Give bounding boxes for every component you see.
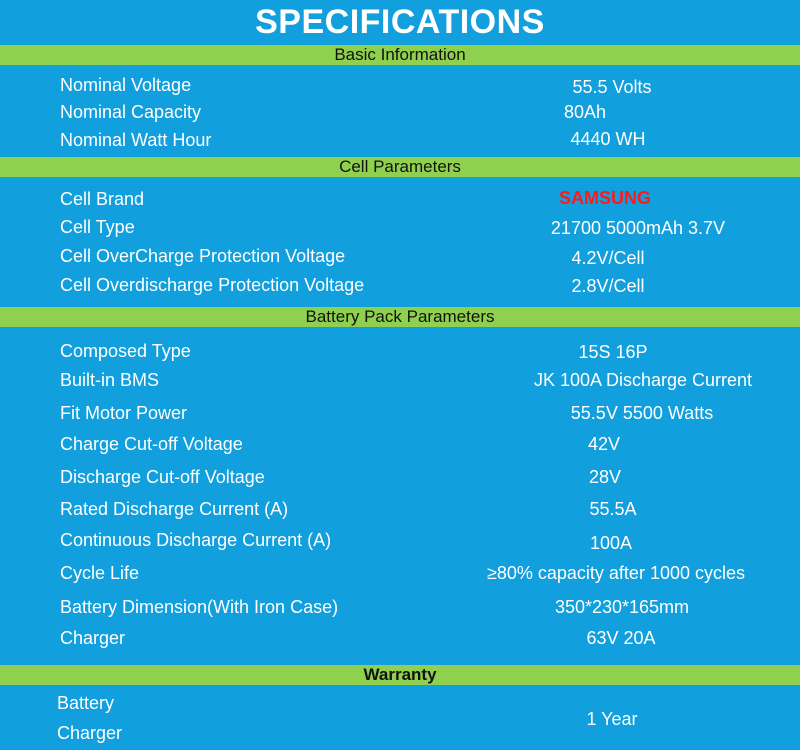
spec-value-nominal-voltage: 55.5 Volts	[572, 77, 652, 97]
spec-label-charge-cutoff: Charge Cut-off Voltage	[60, 434, 243, 454]
spec-value-motor-power: 55.5V 5500 Watts	[570, 403, 714, 423]
spec-label-cycle-life: Cycle Life	[60, 563, 140, 583]
spec-value-bms: JK 100A Discharge Current	[533, 370, 753, 390]
spec-value-charge-cutoff: 42V	[587, 434, 621, 454]
spec-label-bms: Built-in BMS	[60, 370, 160, 390]
section-header-warranty: Warranty	[0, 665, 800, 685]
spec-label-nominal-capacity: Nominal Capacity	[60, 102, 202, 122]
spec-value-battery-dimension: 350*230*165mm	[554, 597, 690, 617]
spec-value-discharge-cutoff: 28V	[588, 467, 622, 487]
spec-value-composed-type: 15S 16P	[578, 342, 648, 362]
spec-value-continuous-discharge-current: 100A	[589, 533, 633, 553]
spec-label-cell-type: Cell Type	[60, 217, 135, 237]
section-header-basic: Basic Information	[0, 45, 800, 65]
spec-value-rated-discharge-current: 55.5A	[589, 499, 637, 519]
spec-label-composed-type: Composed Type	[60, 341, 191, 361]
spec-label-rated-discharge-current: Rated Discharge Current (A)	[60, 499, 289, 519]
warranty-label-charger: Charger	[57, 723, 123, 743]
section-header-pack: Battery Pack Parameters	[0, 307, 800, 327]
spec-label-nominal-watt-hour: Nominal Watt Hour	[60, 130, 212, 150]
spec-label-overcharge-voltage: Cell OverCharge Protection Voltage	[60, 246, 346, 266]
page-title: SPECIFICATIONS	[255, 3, 545, 41]
section-header-cell: Cell Parameters	[0, 157, 800, 177]
spec-value-cell-type: 21700 5000mAh 3.7V	[550, 218, 726, 238]
spec-value-overdischarge-voltage: 2.8V/Cell	[571, 276, 645, 296]
spec-label-motor-power: Fit Motor Power	[60, 403, 188, 423]
spec-label-charger: Charger	[60, 628, 126, 648]
spec-label-cell-brand: Cell Brand	[60, 189, 145, 209]
spec-value-cell-brand: SAMSUNG	[558, 188, 651, 208]
spec-label-discharge-cutoff: Discharge Cut-off Voltage	[60, 467, 265, 487]
spec-value-cycle-life: ≥80% capacity after 1000 cycles	[486, 563, 745, 583]
warranty-label-battery: Battery	[57, 693, 115, 713]
spec-label-battery-dimension: Battery Dimension(With Iron Case)	[60, 597, 339, 617]
spec-value-overcharge-voltage: 4.2V/Cell	[571, 248, 645, 268]
spec-label-continuous-discharge-current: Continuous Discharge Current (A)	[60, 530, 332, 550]
spec-value-charger: 63V 20A	[586, 628, 656, 648]
spec-label-overdischarge-voltage: Cell Overdischarge Protection Voltage	[60, 275, 365, 295]
spec-value-nominal-watt-hour: 4440 WH	[570, 129, 646, 149]
warranty-value: 1 Year	[586, 709, 638, 729]
spec-value-nominal-capacity: 80Ah	[563, 102, 607, 122]
spec-label-nominal-voltage: Nominal Voltage	[60, 75, 192, 95]
